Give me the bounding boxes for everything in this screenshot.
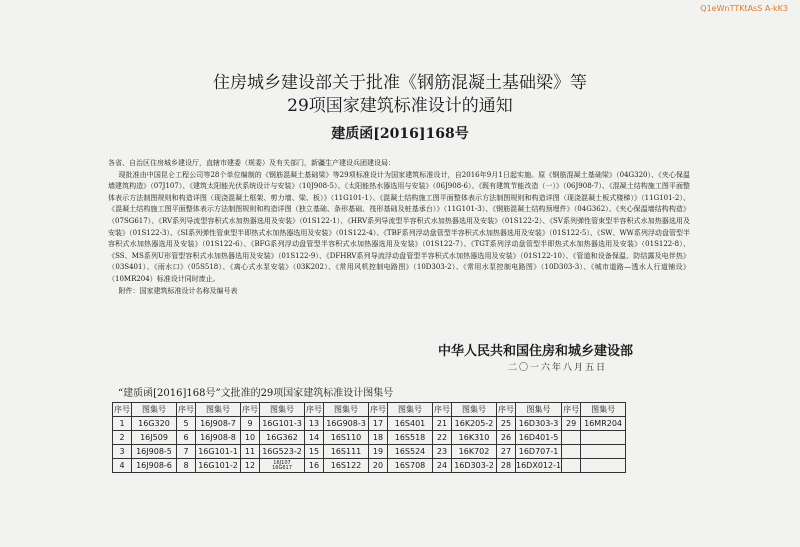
header-no: 图集号 xyxy=(516,403,562,417)
cell-set-number: 16S518 xyxy=(388,431,433,445)
notice-title-line-1: 住房城乡建设部关于批准《钢筋混凝土基础梁》等 xyxy=(213,73,587,93)
cell-set-number: 16J908-5 xyxy=(132,445,177,459)
cell-set-number: 16S111 xyxy=(324,445,369,459)
cell-set-number: 16G101-1 xyxy=(196,445,241,459)
corner-code: Q1eWnTTKtAsS A-kK3 xyxy=(700,4,788,13)
cell-seq: 28 xyxy=(497,459,516,473)
header-seq: 序号 xyxy=(562,403,581,417)
cell-seq xyxy=(562,431,581,445)
cell-set-number: 16G101-3 xyxy=(260,417,305,431)
cell-seq: 11 xyxy=(241,445,260,459)
table-caption: “建质函[2016]168号”文批准的29项国家建筑标准设计图集号 xyxy=(118,388,394,399)
header-no: 图集号 xyxy=(260,403,305,417)
cell-seq: 10 xyxy=(241,431,260,445)
cell-seq: 7 xyxy=(177,445,196,459)
cell-set-number: 16J908-6 xyxy=(132,459,177,473)
cell-seq: 20 xyxy=(369,459,388,473)
cell-set-number: 16G101-2 xyxy=(196,459,241,473)
cell-seq: 26 xyxy=(497,431,516,445)
cell-seq: 4 xyxy=(113,459,132,473)
cell-seq: 18 xyxy=(369,431,388,445)
header-seq: 序号 xyxy=(433,403,452,417)
cell-set-number xyxy=(260,459,305,473)
cell-set-number-stacked: 16J107 16G617 xyxy=(272,459,292,471)
header-no: 图集号 xyxy=(196,403,241,417)
cell-seq: 5 xyxy=(177,417,196,431)
header-no: 图集号 xyxy=(581,403,626,417)
cell-seq: 12 xyxy=(241,459,260,473)
cell-set-number: 16G362 xyxy=(260,431,305,445)
header-seq: 序号 xyxy=(305,403,324,417)
recipients-line: 各省、自治区住房城乡建设厅，直辖市建委（规委）及有关部门，新疆生产建设兵团建设局： xyxy=(108,159,395,167)
cell-set-number: 16S708 xyxy=(388,459,433,473)
header-no: 图集号 xyxy=(388,403,433,417)
table-row xyxy=(113,445,626,459)
table-body xyxy=(113,417,626,473)
cell-seq: 21 xyxy=(433,417,452,431)
cell-set-number: 16K310 xyxy=(452,431,497,445)
cell-set-number xyxy=(581,445,626,459)
cell-seq: 3 xyxy=(113,445,132,459)
cell-set-number: 16K702 xyxy=(452,445,497,459)
header-seq: 序号 xyxy=(241,403,260,417)
cell-set-number: 16G320 xyxy=(132,417,177,431)
cell-set-number: 16G523-2 xyxy=(260,445,305,459)
cell-set-number xyxy=(581,459,626,473)
cell-seq: 6 xyxy=(177,431,196,445)
standard-sets-table xyxy=(112,402,626,473)
table-row xyxy=(113,459,626,473)
header-seq: 序号 xyxy=(113,403,132,417)
cell-seq: 9 xyxy=(241,417,260,431)
cell-set-number: 16MR204 xyxy=(581,417,626,431)
cell-seq xyxy=(562,445,581,459)
cell-seq: 25 xyxy=(497,417,516,431)
issuing-authority: 中华人民共和国住房和城乡建设部 xyxy=(438,344,634,359)
cell-seq: 23 xyxy=(433,445,452,459)
cell-seq: 8 xyxy=(177,459,196,473)
cell-set-number: 16S110 xyxy=(324,431,369,445)
header-no: 图集号 xyxy=(452,403,497,417)
cell-set-number: 16S524 xyxy=(388,445,433,459)
cell-seq: 13 xyxy=(305,417,324,431)
cell-seq xyxy=(562,459,581,473)
cell-set-number: 16S122 xyxy=(324,459,369,473)
header-no: 图集号 xyxy=(132,403,177,417)
header-seq: 序号 xyxy=(369,403,388,417)
cell-seq: 2 xyxy=(113,431,132,445)
document-number: 建质函[2016]168号 xyxy=(331,126,469,142)
cell-seq: 15 xyxy=(305,445,324,459)
cell-set-number: 16J908-8 xyxy=(196,431,241,445)
table-header-row xyxy=(113,403,626,417)
table-row xyxy=(113,431,626,445)
cell-seq: 24 xyxy=(433,459,452,473)
notice-body xyxy=(108,158,690,297)
cell-set-number xyxy=(581,431,626,445)
cell-set-number: 16J509 xyxy=(132,431,177,445)
body-paragraph: 现批准由中国昆仑工程公司等28个单位编制的《钢筋混凝土基础梁》等29项标准设计为国家建筑标准设计，自2016年9月1日起实施。原《钢筋混凝土基础梁》（04G320）、《夹心保温墙建筑构造》（07J107）、《建筑太阳能光伏系统设计与安装》（10J908-5）、《太阳能热水器选用与安装》（06J908-6）、《既有建筑节能改造（一）》（06J908-7）、《混凝土结构施工图平面整体表示方法制图规则和构造详图（现浇混凝土框架、剪力墙、梁、板）》（11G101-1）、《混凝土结构施工图平面整体表示方法制图规则和构造详图（现浇混凝土板式楼梯）》（11G101-2）、《混凝土结构施工图平面整体表示方法制图规则和构造详图（独立基础、条形基础、筏形基础及桩基承台）》（11G101-3）、《钢筋混凝土结构预埋件》（04G362）、《夹心保温墙结构构造》（07SG617）、《RV系列导流型容积式水加热器选用及安装》（01S122-1）、《HRV系列导流型半容积式水加热器选用及安装》（01S122-2）、《SV系列弹性管束型半容积式水加热器选用及安装》（01S122-3）、《SI系列弹性管束型半即热式水加热器选用及安装》（01S122-4）、《TBF系列浮动盘管型半容积式水加热器选用及安装》（01S122-5）、《SW、WW系列浮动盘管型半容积式水加热器选用及安装》（01S122-6）、《BFG系列浮动盘管型半容积式水加热器选用及安装》（01S122-7）、《TGT系列浮动盘管型半即热式水加热器选用及安装》（01S122-8）、《SS、MS系列U形管型容积式水加热器选用及安装》（01S122-9）、《DFHRV系列导流浮动盘管型半容积式水加热器选用及安装》（01S122-10）、《管道和设备保温、防结露及电伴热》（03S401）、《雨水口》（05S518）、《离心式水泵安装》（03K202）、《常用风机控制电路图》（10D303-2）、《常用水泵控制电路图》（10D303-3）、《城市道路—透水人行道铺设》（10MR204）标准设计同时废止。 xyxy=(108,170,690,283)
header-no: 图集号 xyxy=(324,403,369,417)
cell-seq: 1 xyxy=(113,417,132,431)
cell-seq: 17 xyxy=(369,417,388,431)
cell-seq: 14 xyxy=(305,431,324,445)
cell-seq: 27 xyxy=(497,445,516,459)
table-row xyxy=(113,417,626,431)
issue-date: 二〇一六年八月五日 xyxy=(508,363,608,373)
cell-set-number: 16D303-3 xyxy=(516,417,562,431)
cell-set-number: 16D707-1 xyxy=(516,445,562,459)
cell-set-number: 16D303-2 xyxy=(452,459,497,473)
attachment-note: 附件：国家建筑标准设计名称及编号表 xyxy=(118,286,238,295)
cell-seq: 19 xyxy=(369,445,388,459)
notice-title-line-2: 29项国家建筑标准设计的通知 xyxy=(287,96,513,116)
cell-seq: 16 xyxy=(305,459,324,473)
cell-set-number: 16K205-2 xyxy=(452,417,497,431)
cell-set-number: 16S401 xyxy=(388,417,433,431)
cell-set-number: 16J908-7 xyxy=(196,417,241,431)
header-seq: 序号 xyxy=(497,403,516,417)
cell-seq: 29 xyxy=(562,417,581,431)
header-seq: 序号 xyxy=(177,403,196,417)
cell-set-number: 16G908-3 xyxy=(324,417,369,431)
cell-set-number: 16DX012-1 xyxy=(516,459,562,473)
cell-set-number: 16D401-5 xyxy=(516,431,562,445)
cell-seq: 22 xyxy=(433,431,452,445)
